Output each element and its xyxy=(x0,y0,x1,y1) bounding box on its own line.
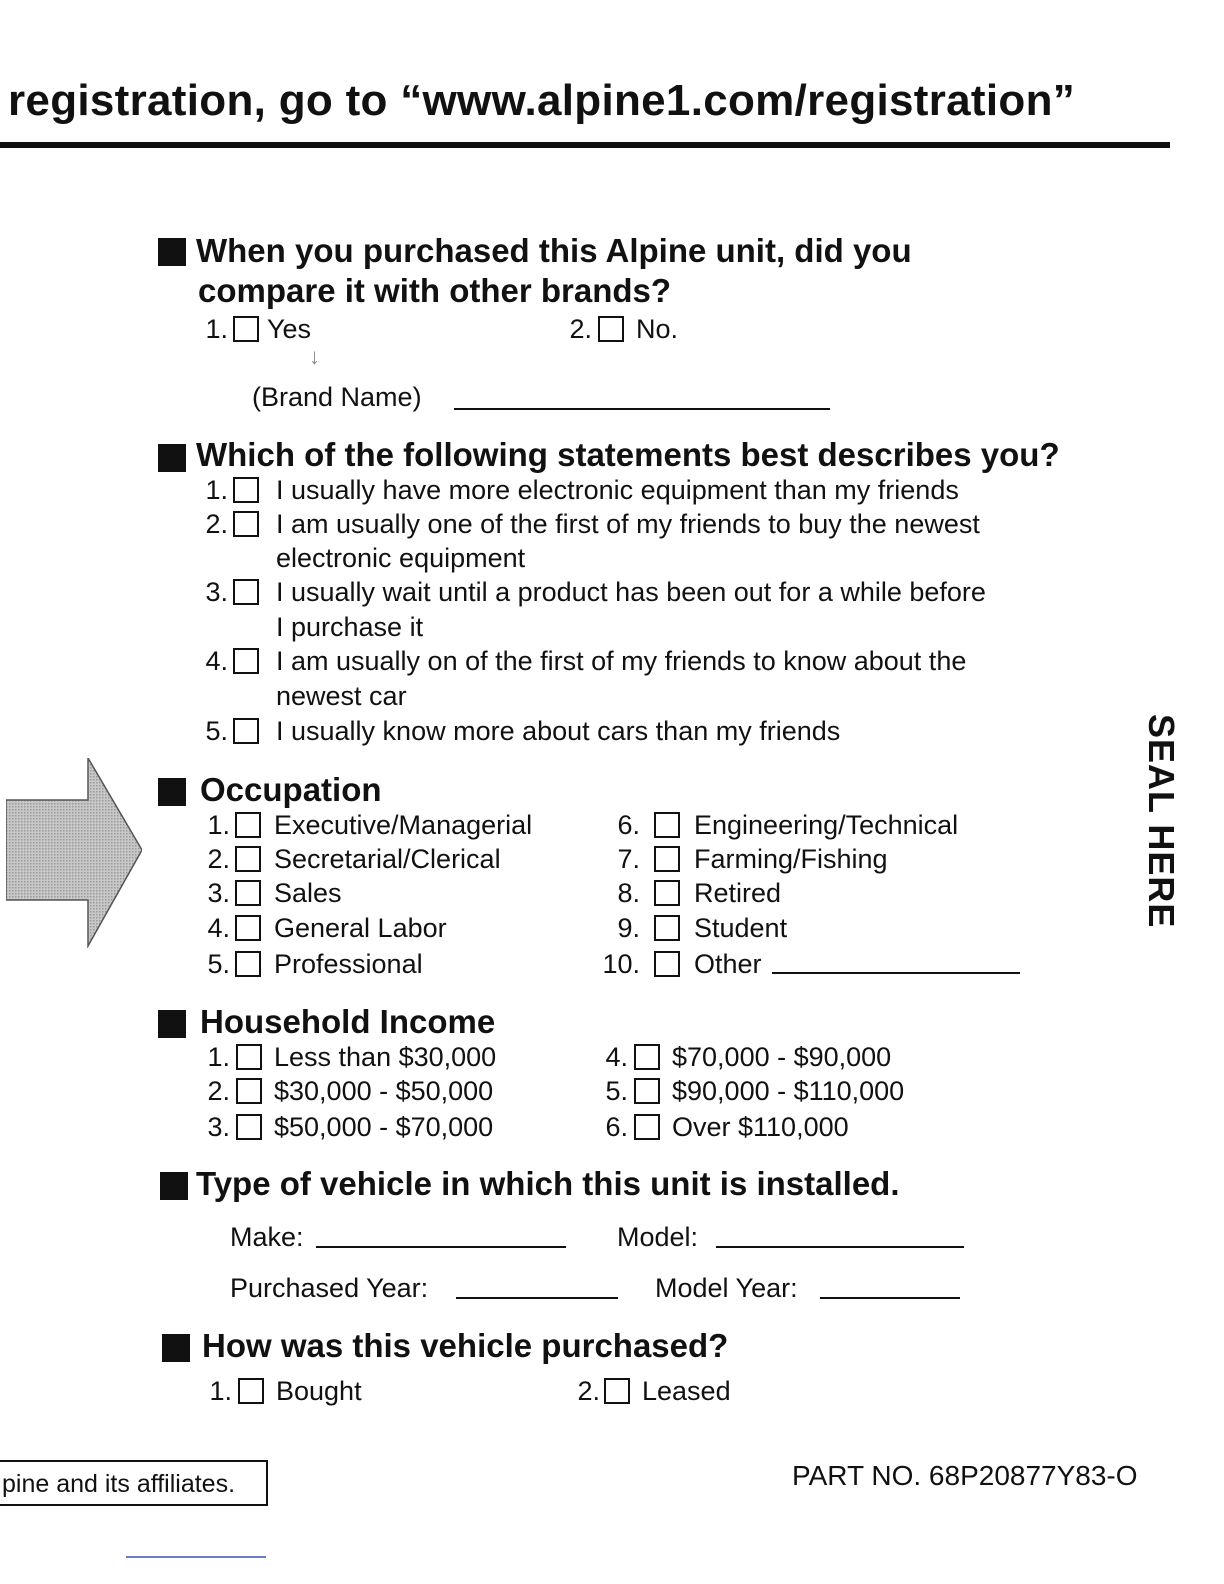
leased-checkbox[interactable] xyxy=(604,1378,630,1404)
describes-question-title: Which of the following statements best describes you? xyxy=(196,436,1060,473)
option-number: 4. xyxy=(605,1042,628,1072)
header-divider xyxy=(0,142,1170,148)
option-number: 2. xyxy=(205,509,228,539)
model-year-label: Model Year: xyxy=(655,1273,798,1303)
occupation-title: Occupation xyxy=(200,771,382,808)
bought-checkbox[interactable] xyxy=(238,1378,264,1404)
arrow-right-icon xyxy=(6,758,142,948)
option-checkbox[interactable] xyxy=(654,812,680,838)
option-label: I usually know more about cars than my friends xyxy=(276,716,841,746)
option-label: Retired xyxy=(694,878,782,908)
option-checkbox[interactable] xyxy=(235,951,261,977)
option-label: I usually have more electronic equipment than my friends xyxy=(276,475,959,505)
option-number: 6. xyxy=(605,1112,628,1142)
brand-name-field[interactable] xyxy=(454,408,830,410)
page-header-title: registration, go to “www.alpine1.com/registration” xyxy=(8,76,1076,125)
option-number: 2. xyxy=(577,1376,600,1406)
option-number: 2. xyxy=(569,314,592,344)
option-number: 6. xyxy=(617,810,640,840)
option-checkbox[interactable] xyxy=(235,880,261,906)
option-checkbox[interactable] xyxy=(233,477,259,503)
option-checkbox[interactable] xyxy=(236,1114,262,1140)
option-label: Executive/Managerial xyxy=(274,810,533,840)
option-label: $90,000 - $110,000 xyxy=(672,1076,905,1106)
option-checkbox[interactable] xyxy=(654,846,680,872)
option-checkbox[interactable] xyxy=(233,579,259,605)
brand-name-label: (Brand Name) xyxy=(252,382,422,412)
option-number: 4. xyxy=(205,646,228,676)
option-label: Engineering/Technical xyxy=(694,810,959,840)
purchase-method-title: How was this vehicle purchased? xyxy=(202,1327,729,1364)
purchased-year-label: Purchased Year: xyxy=(230,1273,429,1303)
option-checkbox[interactable] xyxy=(654,880,680,906)
bottom-divider xyxy=(126,1556,266,1558)
seal-here-label: SEAL HERE xyxy=(1141,714,1182,929)
option-number: 8. xyxy=(617,878,640,908)
option-checkbox[interactable] xyxy=(233,511,259,537)
option-checkbox[interactable] xyxy=(654,915,680,941)
down-arrow-icon: ↓ xyxy=(309,344,320,369)
section-bullet-icon xyxy=(158,444,186,472)
compare-question-title: When you purchased this Alpine unit, did you xyxy=(196,232,912,269)
option-checkbox[interactable] xyxy=(654,951,680,977)
option-number: 1. xyxy=(205,314,228,344)
option-label: Student xyxy=(694,913,788,943)
option-label: I am usually one of the first of my friends to buy the newest xyxy=(276,509,980,539)
option-label: $30,000 - $50,000 xyxy=(274,1076,494,1106)
compare-question-title-line2: compare it with other brands? xyxy=(198,272,672,309)
option-number: 3. xyxy=(205,577,228,607)
option-number: 1. xyxy=(209,1376,232,1406)
option-number: 10. xyxy=(602,949,640,979)
option-label-continued: newest car xyxy=(276,681,407,711)
option-number: 4. xyxy=(207,913,230,943)
option-number: 5. xyxy=(205,716,228,746)
option-label-continued: electronic equipment xyxy=(276,543,526,573)
option-label: Leased xyxy=(642,1376,731,1406)
option-number: 5. xyxy=(207,949,230,979)
option-checkbox[interactable] xyxy=(235,812,261,838)
option-label-continued: I purchase it xyxy=(276,612,424,642)
section-bullet-icon xyxy=(162,1334,190,1362)
option-number: 2. xyxy=(207,1076,230,1106)
option-label: I am usually on of the first of my friends to know about the xyxy=(276,646,967,676)
option-label: Yes xyxy=(267,314,312,344)
part-number: PART NO. 68P20877Y83-O xyxy=(792,1460,1138,1491)
option-label: I usually wait until a product has been out for a while before xyxy=(276,577,986,607)
option-number: 3. xyxy=(207,1112,230,1142)
option-label: Bought xyxy=(276,1376,362,1406)
option-label: General Labor xyxy=(274,913,447,943)
no-checkbox[interactable] xyxy=(598,316,624,342)
option-checkbox[interactable] xyxy=(233,648,259,674)
option-label: $70,000 - $90,000 xyxy=(672,1042,892,1072)
option-checkbox[interactable] xyxy=(236,1044,262,1070)
option-label: Other xyxy=(694,949,762,979)
option-label: Over $110,000 xyxy=(672,1112,849,1142)
option-number: 7. xyxy=(617,844,640,874)
section-bullet-icon xyxy=(160,1172,188,1200)
option-number: 1. xyxy=(207,1042,230,1072)
section-bullet-icon xyxy=(158,1010,186,1038)
option-checkbox[interactable] xyxy=(233,718,259,744)
model-year-field[interactable] xyxy=(820,1297,960,1299)
other-occupation-field[interactable] xyxy=(772,972,1020,974)
option-checkbox[interactable] xyxy=(235,915,261,941)
option-label: Sales xyxy=(274,878,342,908)
model-field[interactable] xyxy=(716,1246,964,1248)
option-label: Less than $30,000 xyxy=(274,1042,497,1072)
option-label: $50,000 - $70,000 xyxy=(274,1112,494,1142)
section-bullet-icon xyxy=(158,778,186,806)
option-label: Professional xyxy=(274,949,423,979)
option-number: 9. xyxy=(617,913,640,943)
option-checkbox[interactable] xyxy=(634,1114,660,1140)
option-number: 5. xyxy=(605,1076,628,1106)
option-checkbox[interactable] xyxy=(236,1078,262,1104)
vehicle-type-title: Type of vehicle in which this unit is installed. xyxy=(196,1165,900,1202)
model-label: Model: xyxy=(617,1222,699,1252)
income-title: Household Income xyxy=(200,1003,496,1040)
option-number: 2. xyxy=(207,844,230,874)
option-label: Secretarial/Clerical xyxy=(274,844,501,874)
affiliates-notice: pine and its affiliates. xyxy=(0,1460,268,1506)
make-field[interactable] xyxy=(316,1246,566,1248)
option-number: 1. xyxy=(207,810,230,840)
option-label: No. xyxy=(636,314,679,344)
option-checkbox[interactable] xyxy=(634,1078,660,1104)
option-number: 3. xyxy=(207,878,230,908)
option-number: 1. xyxy=(205,475,228,505)
make-label: Make: xyxy=(230,1222,304,1252)
option-checkbox[interactable] xyxy=(235,846,261,872)
section-bullet-icon xyxy=(158,238,186,266)
yes-checkbox[interactable] xyxy=(233,316,259,342)
option-checkbox[interactable] xyxy=(634,1044,660,1070)
option-label: Farming/Fishing xyxy=(694,844,888,874)
purchased-year-field[interactable] xyxy=(456,1297,618,1299)
